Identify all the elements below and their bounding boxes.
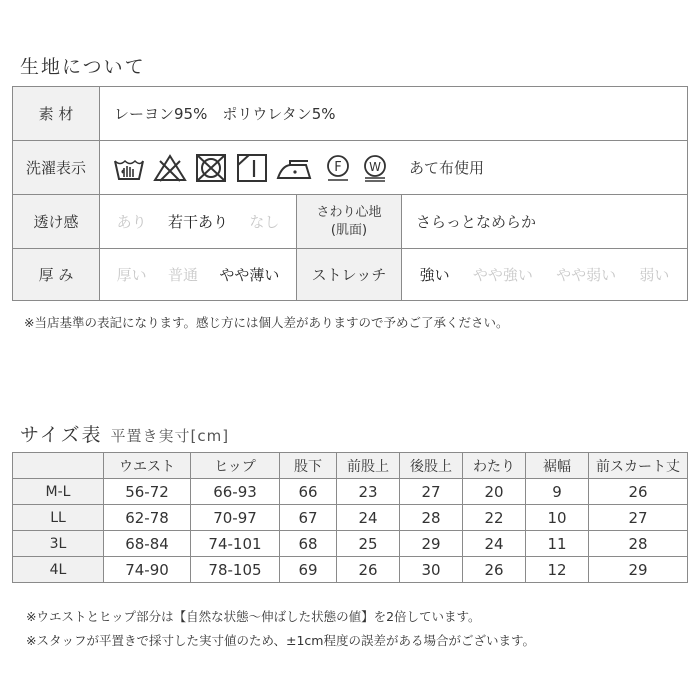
stretch-label: ストレッチ	[297, 249, 402, 301]
size-heading: サイズ表	[20, 424, 103, 446]
material-label: 素 材	[13, 87, 100, 141]
column-header: 股下	[280, 453, 337, 479]
thickness-label: 厚 み	[13, 249, 100, 301]
table-row	[13, 531, 688, 557]
cell: 27	[589, 505, 688, 531]
column-header: 裾幅	[526, 453, 589, 479]
cell: 26	[337, 557, 400, 583]
size-heading-row	[20, 420, 229, 447]
cell: 62-78	[104, 505, 191, 531]
svg-text:W: W	[369, 159, 381, 174]
no-bleach-icon	[153, 153, 187, 183]
cell: 22	[463, 505, 526, 531]
care-note: あて布使用	[409, 159, 485, 177]
stretch-option-selected: 強い	[419, 266, 450, 284]
thickness-options	[100, 249, 297, 301]
cell: 12	[526, 557, 589, 583]
cell: 28	[589, 531, 688, 557]
cell: 28	[400, 505, 463, 531]
size-note-2: ※スタッフが平置きで採寸した実寸値のため、±1cm程度の誤差がある場合がございます。	[26, 633, 535, 648]
cell: 27	[400, 479, 463, 505]
svg-text:F: F	[334, 159, 342, 175]
cell: 24	[463, 531, 526, 557]
column-header: 前股上	[337, 453, 400, 479]
cell: 26	[463, 557, 526, 583]
thickness-option-selected: やや薄い	[219, 266, 280, 284]
wet-clean-w-icon	[360, 153, 390, 183]
cell: 29	[400, 531, 463, 557]
cell: 66	[280, 479, 337, 505]
cell: 10	[526, 505, 589, 531]
cell: 24	[337, 505, 400, 531]
thickness-option: 厚い	[116, 266, 147, 284]
thickness-option: 普通	[167, 266, 198, 284]
size-label: M-L	[13, 479, 104, 505]
touch-label	[297, 195, 402, 249]
sheer-option: なし	[249, 213, 280, 231]
cell: 74-101	[191, 531, 280, 557]
sheer-label: 透け感	[13, 195, 100, 249]
cell: 11	[526, 531, 589, 557]
fabric-heading: 生地について	[20, 56, 146, 78]
stretch-option: やや弱い	[556, 266, 617, 284]
wash-30-hand-icon	[112, 153, 146, 183]
size-label: 4L	[13, 557, 104, 583]
sheer-option-selected: 若干あり	[167, 213, 228, 231]
care-label: 洗濯表示	[13, 141, 100, 195]
cell: 68-84	[104, 531, 191, 557]
cell: 74-90	[104, 557, 191, 583]
table-row	[13, 479, 688, 505]
size-subheading: 平置き実寸[cm]	[110, 427, 230, 445]
cell: 70-97	[191, 505, 280, 531]
line-dry-shade-icon	[235, 153, 269, 183]
touch-label-line1: さわり心地	[316, 204, 382, 220]
cell: 69	[280, 557, 337, 583]
cell: 20	[463, 479, 526, 505]
column-header: ウエスト	[104, 453, 191, 479]
cell: 25	[337, 531, 400, 557]
care-cell	[100, 141, 688, 195]
dry-clean-f-icon	[323, 153, 353, 183]
size-label: 3L	[13, 531, 104, 557]
cell: 68	[280, 531, 337, 557]
column-header: 前スカート丈	[589, 453, 688, 479]
fabric-note: ※当店基準の表記になります。感じ方には個人差がありますので予めご了承ください。	[24, 315, 509, 330]
cell: 26	[589, 479, 688, 505]
no-tumble-dry-icon	[194, 153, 228, 183]
cell: 30	[400, 557, 463, 583]
stretch-options	[402, 249, 688, 301]
cell: 66-93	[191, 479, 280, 505]
sheer-options	[100, 195, 297, 249]
cell: 23	[337, 479, 400, 505]
size-label: LL	[13, 505, 104, 531]
cell: 9	[526, 479, 589, 505]
column-header	[13, 453, 104, 479]
table-row	[13, 505, 688, 531]
table-row	[13, 557, 688, 583]
size-header-row	[13, 453, 688, 479]
fabric-table	[12, 86, 688, 301]
size-table	[12, 452, 688, 583]
column-header: ヒップ	[191, 453, 280, 479]
iron-low-icon	[276, 153, 316, 183]
column-header: わたり	[463, 453, 526, 479]
touch-label-line2: (肌面)	[330, 222, 368, 238]
size-note-1: ※ウエストとヒップ部分は【自然な状態〜伸ばした状態の値】を2倍しています。	[26, 609, 481, 624]
stretch-option: やや強い	[472, 266, 533, 284]
cell: 29	[589, 557, 688, 583]
sheer-option: あり	[116, 213, 147, 231]
cell: 56-72	[104, 479, 191, 505]
touch-value: さらっとなめらか	[402, 195, 688, 249]
column-header: 後股上	[400, 453, 463, 479]
cell: 67	[280, 505, 337, 531]
stretch-option: 弱い	[639, 266, 670, 284]
material-value: レーヨン95% ポリウレタン5%	[100, 87, 688, 141]
cell: 78-105	[191, 557, 280, 583]
